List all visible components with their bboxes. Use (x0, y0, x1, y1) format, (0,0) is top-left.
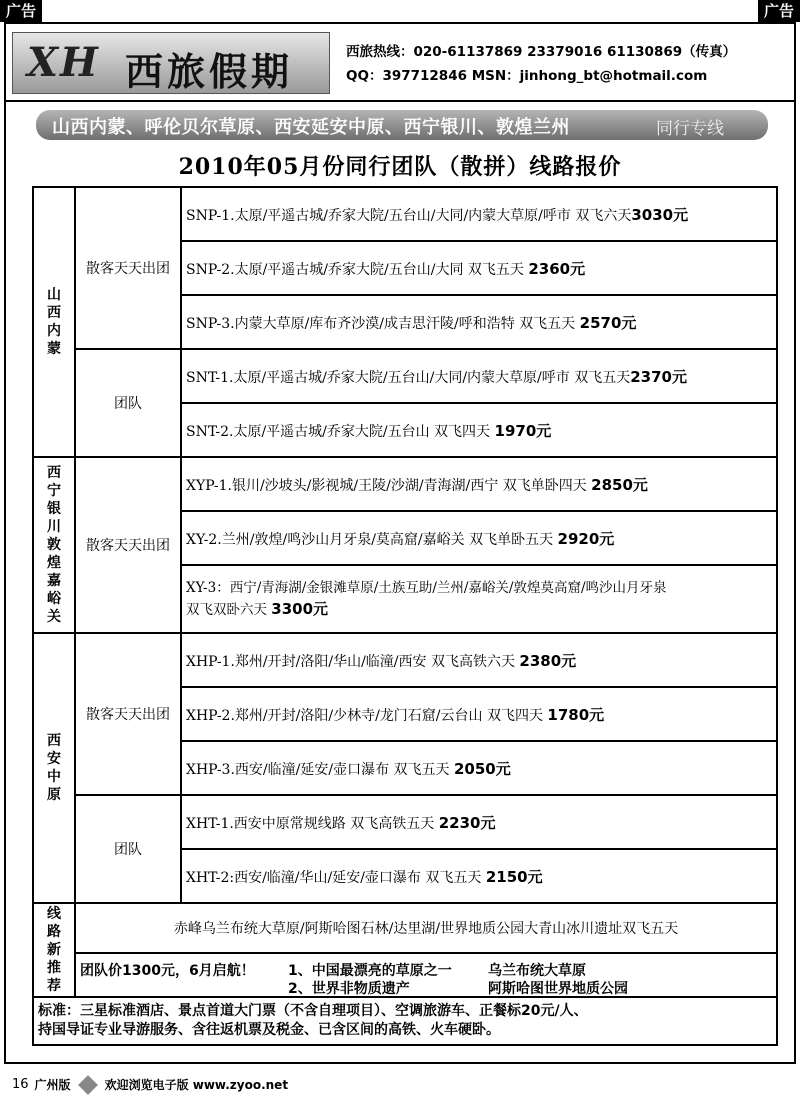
logo-mark: XH (27, 39, 100, 86)
route-row: SNT-2.太原/平遥古城/乔家大院/五台山 双飞四天 1970元 (181, 403, 777, 457)
footer (12, 1076, 288, 1093)
ad-tag-left: 广告 (0, 0, 42, 22)
banner-subtitle: 同行专线 (656, 119, 724, 139)
route-price: 2380元 (519, 651, 577, 670)
route-price: 2570元 (579, 313, 637, 332)
page-title: 2010年05月份同行团队（散拼）线路报价 (178, 154, 622, 180)
promo-item: 1、中国最漂亮的草原之一 (288, 963, 452, 979)
promo-place: 阿斯哈图世界地质公园 (488, 981, 628, 997)
route-price: 2920元 (557, 529, 615, 548)
new-route: 赤峰乌兰布统大草原/阿斯哈图石林/达里湖/世界地质公园大青山冰川遗址双飞五天 (75, 903, 777, 953)
route-row: XHP-1.郑州/开封/洛阳/华山/临潼/西安 双飞高铁六天 2380元 (181, 633, 777, 687)
route-row: XHT-1.西安中原常规线路 双飞高铁五天 2230元 (181, 795, 777, 849)
promo-item: 2、世界非物质遗产 (288, 981, 410, 997)
service-standard: 标准：三星标准酒店、景点首道大门票（不含自理项目）、空调旅游车、正餐标20元/人、 持国导证专业导游服务、含往返机票及税金、已含区间的高铁、火车硬卧。 (33, 997, 777, 1045)
region-shanxi: 山 西 内 蒙 (33, 187, 75, 457)
header (6, 24, 794, 102)
category-group: 团队 (75, 349, 181, 457)
category-group: 团队 (75, 795, 181, 903)
logo-name: 西旅假期 (125, 50, 294, 94)
region-xining: 西 宁 银 川 敦 煌 嘉 峪 关 (33, 457, 75, 633)
ad-frame (4, 22, 796, 1064)
route-price: 3030元 (631, 205, 689, 224)
im-contacts: QQ：397712846 MSN：jinhong_bt@hotmail.com (346, 68, 708, 84)
promo (75, 953, 777, 997)
logo (12, 32, 330, 94)
promo-place: 乌兰布统大草原 (488, 963, 586, 979)
region-new: 线 路 新 推 荐 (33, 903, 75, 997)
route-row: XHP-3.西安/临潼/延安/壶口瀑布 双飞五天 2050元 (181, 741, 777, 795)
route-price: 2370元 (630, 367, 687, 386)
route-price: 2230元 (438, 813, 496, 832)
footer-slogan[interactable]: 欢迎浏览电子版 www.zyoo.net (104, 1078, 289, 1092)
route-price: 2050元 (453, 759, 511, 778)
promo-price: 团队价1300元，6月启航！ (80, 963, 255, 979)
route-price: 2150元 (485, 867, 543, 886)
route-price: 2360元 (528, 259, 586, 278)
route-price: 1780元 (547, 705, 605, 724)
edition-badge-icon (78, 1075, 98, 1095)
route-row: SNT-1.太原/平遥古城/乔家大院/五台山/大同/内蒙大草原/呼市 双飞五天2370元 (181, 349, 777, 403)
route-row: SNP-3.内蒙大草原/库布齐沙漠/成吉思汗陵/呼和浩特 双飞五天 2570元 (181, 295, 777, 349)
route-row: XHT-2:西安/临潼/华山/延安/壶口瀑布 双飞五天 2150元 (181, 849, 777, 903)
route-price: 1970元 (494, 421, 552, 440)
route-price: 2850元 (591, 475, 648, 494)
route-banner (36, 110, 768, 140)
category-daily: 散客天天出团 (75, 633, 181, 795)
category-daily: 散客天天出团 (75, 457, 181, 633)
price-table (32, 186, 778, 1046)
route-price: 3300元 (271, 599, 329, 618)
contact-info (346, 40, 736, 88)
route-row: SNP-2.太原/平遥古城/乔家大院/五台山/大同 双飞五天 2360元 (181, 241, 777, 295)
region-xian: 西 安 中 原 (33, 633, 75, 903)
hotline: 西旅热线：020-61137869 23379016 61130869（传真） (346, 44, 737, 60)
route-row: SNP-1.太原/平遥古城/乔家大院/五台山/大同/内蒙大草原/呼市 双飞六天3030元 (181, 187, 777, 241)
route-row: XHP-2.郑州/开封/洛阳/少林寺/龙门石窟/云台山 双飞四天 1780元 (181, 687, 777, 741)
banner-destinations: 山西内蒙、呼伦贝尔草原、西安延安中原、西宁银川、敦煌兰州 (52, 117, 570, 138)
edition: 广州版 (34, 1078, 71, 1092)
category-daily: 散客天天出团 (75, 187, 181, 349)
route-row: XY-3：西宁/青海湖/金银滩草原/土族互助/兰州/嘉峪关/敦煌莫高窟/鸣沙山月牙泉 双飞双卧六天 3300元 (181, 565, 777, 633)
page-number: 16 (12, 1077, 29, 1092)
ad-tag-right: 广告 (758, 0, 800, 22)
route-row: XY-2.兰州/敦煌/鸣沙山月牙泉/莫高窟/嘉峪关 双飞单卧五天 2920元 (181, 511, 777, 565)
route-row: XYP-1.银川/沙坡头/影视城/王陵/沙湖/青海湖/西宁 双飞单卧四天 2850元 (181, 457, 777, 511)
